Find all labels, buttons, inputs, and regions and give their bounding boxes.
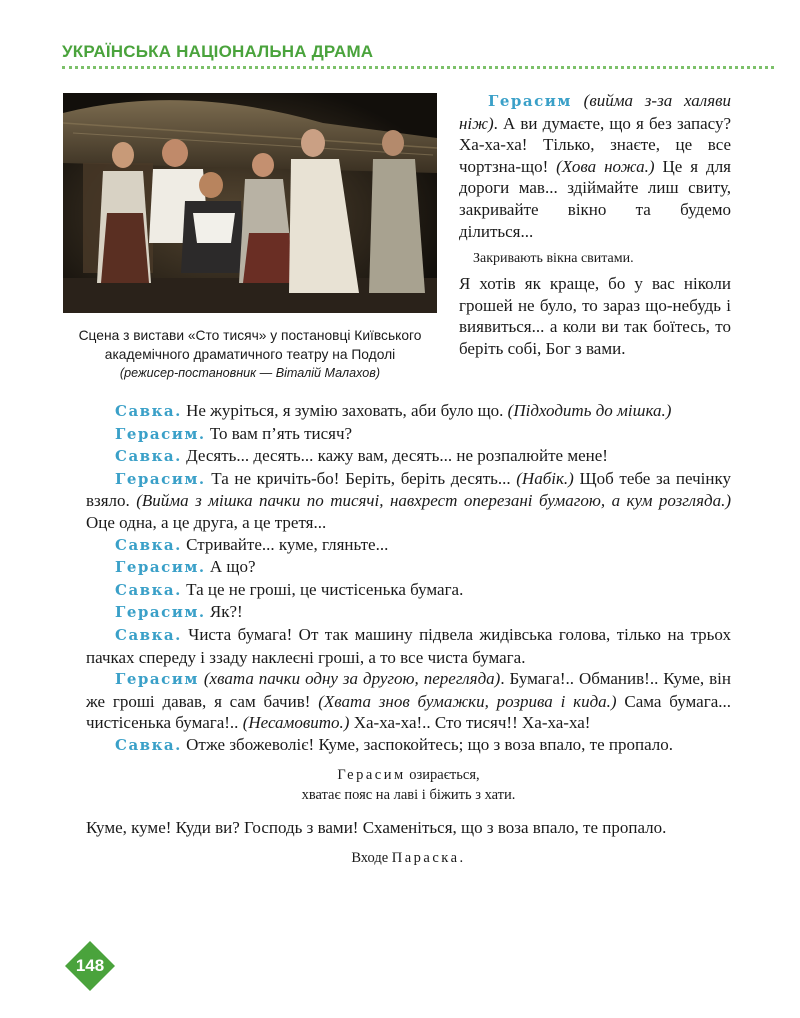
stage-direction: (Вийма з мішка пачки по тисячі, навхрест оперезані бумагою, а кум розгляда.) [136,491,731,511]
section-title: УКРАЇНСЬКА НАЦІОНАЛЬНА ДРАМА [62,42,374,61]
dialogue-line [86,400,731,423]
speaker-name: Савка. [115,447,182,466]
dialogue-line [86,579,731,602]
speech-text: Не журіться, я зумію заховать, аби було що. [181,401,508,420]
stage-text: озирається, [405,766,480,783]
speaker-name: Герасим. [115,469,206,488]
dialogue-line [86,468,731,534]
right-paragraph-1 [459,90,731,242]
stage-direction: (хвата пачки одну за другою, перегляда) [198,669,501,689]
stage-text: Входе [351,850,392,867]
stage-direction: (Хвата знов бумажки, розрива і кида.) [318,691,617,711]
speaker-name: Герасим. [115,424,206,443]
page-number-badge [64,940,116,992]
speaker-name: Савка. [115,580,182,599]
speech-text: То вам п’ять тисяч? [205,423,353,443]
stage-direction: (Підходить до мішка.) [507,401,672,420]
caption-line-2: академічного драматичного театру на Подолі [104,347,396,362]
photo-caption [58,326,442,383]
speech-text: Отже збожеволіє! Куме, заспокойтесь; що з воза впало, те пропало. [181,734,674,754]
speaker-name: Савка. [115,735,182,754]
dialogue-line [86,668,731,734]
speaker-name: Герасим. [115,558,206,577]
speech-text: Та це не гроші, це чистісенька бумага. [181,579,464,599]
stage-direction: (Хова ножа.) [556,156,655,176]
dialogue-line [86,445,731,468]
speech-text: Як?! [205,602,243,622]
speaker-name: Герасим [488,92,572,110]
right-column-text [459,90,731,360]
stage-note: Закривають вікна свитами. [473,251,634,267]
dialogue-block [86,400,731,868]
dialogue-line [86,734,731,757]
stage-direction: (Набік.) [516,468,574,488]
speaker-name: Савка. [115,535,182,554]
page-number: 148 [75,956,105,975]
speech-text: Ха-ха-ха!.. Сто тисяч!! Ха-ха-ха! [349,713,591,733]
dialogue-line [86,624,731,668]
speech-text: Щоб тебе за печінку взяло. [86,468,731,511]
theatre-scene-illustration [63,93,437,313]
speech-text: Стривайте... куме, гляньте... [181,534,389,554]
dialogue-line [86,601,731,624]
stage-direction-line: хватає пояс на лаві і біжить з хати. [301,786,516,803]
speech-text: Це я для дороги мав... здіймайте лиш свиту, закривайте вікно та будемо ділиться... [459,156,731,241]
stage-character: Параска. [391,850,466,867]
stage-character: Герасим [337,766,406,783]
photo-credit: (режисер-постановник — Віталій Малахов) [119,366,381,380]
dialogue-line: Куме, куме! Куди ви? Господь з вами! Схаменіться, що з воза впало, те пропало. [86,817,667,837]
speech-text: Десять... десять... кажу вам, десять... не розпалюйте мене! [181,446,608,466]
speech-text: . Бумага!.. Обманив!.. Куме, він же гроші давав, я сам бачив! [86,669,731,711]
dialogue-line [86,556,731,579]
speech-text: Чиста бумага! От так машину підвела жидівська голова, тілько на трьох пачках спереду і ззаду наклеєні гроші, а то все чиста бумага. [86,624,731,667]
speaker-name: Герасим. [115,603,206,622]
dialogue-line [86,534,731,557]
speaker-name: Герасим [115,670,199,689]
header-divider [62,66,774,69]
speech-text: Оце одна, а це друга, а це третя... [86,512,327,532]
speech-text: Сама бумага... чистісенька бумага!.. [86,691,731,733]
caption-line-1: Сцена з вистави «Сто тисяч» у постановці Київського [78,328,422,343]
right-paragraph-2: Я хотів як краще, бо у вас ніколи грошей не було, то зараз що-небудь і виявиться... а коли ви так боїтесь, то беріть собі, Бог з вами. [459,274,731,358]
stage-direction: (виймa з-за халяви ніж) [459,91,731,133]
speaker-name: Савка. [115,402,182,420]
theatre-scene-photo [63,93,437,313]
stage-direction-line [86,848,731,868]
stage-direction-line [86,765,731,785]
speaker-name: Савка. [115,625,182,644]
speech-text: . А ви думаєте, що я без запасу? Ха-ха-ха! Тілько, знаєте, це все чортзна-що! [459,113,731,176]
stage-direction-block [86,765,731,805]
stage-direction: (Несамовито.) [242,713,350,733]
dialogue-line [86,423,731,446]
speech-text: А що? [205,557,256,577]
speech-text: Та не кричіть-бо! Беріть, беріть десять... [205,468,517,488]
